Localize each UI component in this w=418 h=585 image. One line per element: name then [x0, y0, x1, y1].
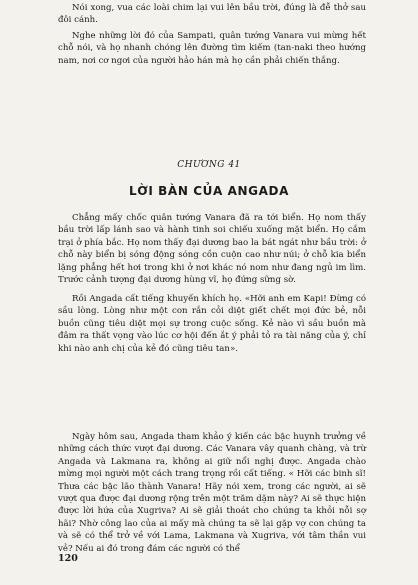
- paragraph-2: Nghe những lời đó của Sampati, quân tướng Vanara vui mừng hết chỗ nói, và họ nhanh chóng lên đường tìm kiếm (tan-naki theo hướng nam, nơi cơ ngơi của người hảo hán mà họ cần phải chiến thắng.: [58, 31, 366, 66]
- paragraph-4: Rồi Angada cất tiếng khuyến khích họ. «Hỡi anh em Kapi! Đừng có sầu lòng. Lòng như một con rắn cỏi diệt giết chết mọi đức bẻ, nỗi buồn cũng tiêu diệt mọi sự trong cuộc sống. Kẻ nào vì sầu buồn mà đâm ra thất vọng vào lúc cơ hội đến ắt ý phải tỏ ra tài năng của ý, chỉ khi nào anh chị của kẻ đó cũng tiêu tan».: [58, 294, 366, 354]
- paragraph-5: Ngày hôm sau, Angada tham khảo ý kiến các bậc huynh trưởng về những cách thức vượt đại dương. Các Vanara vây quanh chàng, và trừ Angada và Lakmana ra, không ai giữ nổi nghị được. Angada chào mừng mọi người một cách trang trọng rồi cất tiếng. « Hỡi các binh sĩ! Thưa các bậc lão thành Vanara! Hãy nói xem, trong các người, ai sẽ vượt qua được đại dương rộng trên một trăm dặm này? Ai sẽ thực hiện được lời hứa của Xugriva? Ai sẽ giải thoát cho chúng ta khỏi nỗi sợ hãi? Nhờ công lao của ai mấy mà chúng ta sẽ lại gặp vợ con chúng ta và sẽ có thể trở về với Lama, Lakmana và Xugriva, với tâm thần vui vẻ? Nếu ai đó trong đám các người có thể: [58, 432, 366, 554]
- paragraph-1: Nói xong, vua các loài chim lại vui lên bầu trời, đúng là đễ thở sau đôi cánh.: [58, 3, 366, 26]
- paragraph-3: Chẳng mấy chốc quân tướng Vanara đã ra tới biển. Họ nom thấy bầu trời lấp lánh sao và hành tinh soi chiếu xuống mặt biển. Họ cắm trại ở phía bắc. Họ nom thấy đại dương bao la bát ngát như bầu trời: ở chỗ này biển bị sóng động sóng cồn cuộn cao như núi; ở chỗ kia biển lặng phẳng hết hơi trong khi ở nơi khác nó nom như đang ngủ im lìm. Trước cảnh tượng đại dương hùng vĩ, họ đứng sững sờ.: [58, 213, 366, 286]
- page-number: 120: [58, 553, 78, 564]
- chapter-title: LỜI BÀN CỦA ANGADA: [129, 184, 289, 198]
- chapter-label: CHƯƠNG 41: [177, 160, 241, 170]
